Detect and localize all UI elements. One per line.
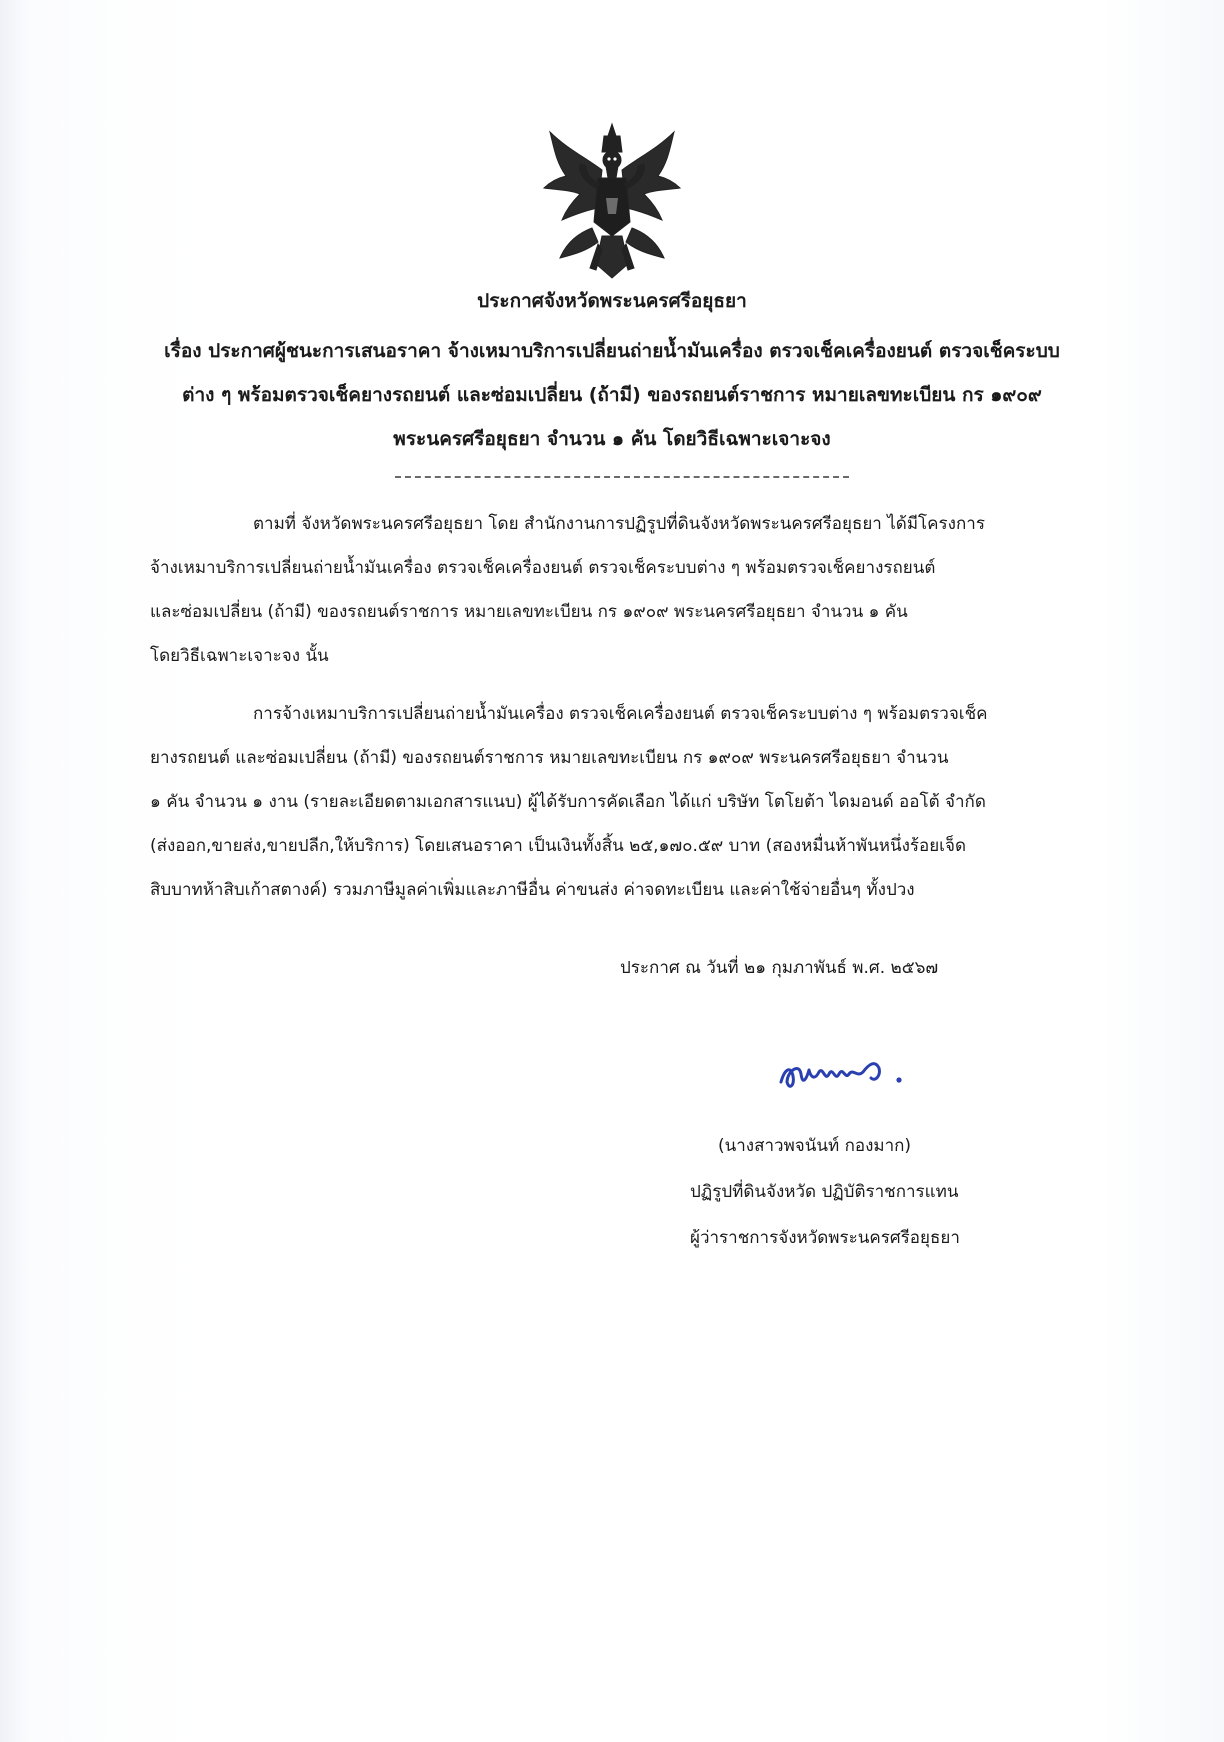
paragraph1-line-2: จ้างเหมาบริการเปลี่ยนถ่ายน้ำมันเครื่อง ตรวจเช็คเครื่องยนต์ ตรวจเช็คระบบต่าง ๆ พร้อมตรวจเช็คยางรถยนต์ bbox=[150, 558, 936, 578]
paragraph2-line-5: สิบบาทห้าสิบเก้าสตางค์) รวมภาษีมูลค่าเพิ่มและภาษีอื่น ค่าขนส่ง ค่าจดทะเบียน และค่าใช้จ่ายอื่นๆ ทั้งปวง bbox=[150, 880, 915, 900]
paragraph2-line-1: การจ้างเหมาบริการเปลี่ยนถ่ายน้ำมันเครื่อง ตรวจเช็คเครื่องยนต์ ตรวจเช็คระบบต่าง ๆ พร้อมตรวจเช็ค bbox=[253, 704, 988, 724]
subject-line-2: ต่าง ๆ พร้อมตรวจเช็คยางรถยนต์ และซ่อมเปลี่ยน (ถ้ามี) ของรถยนต์ราชการ หมายเลขทะเบียน กร ๑๙๐๙ bbox=[182, 384, 1042, 406]
announcement-title: ประกาศจังหวัดพระนครศรีอยุธยา bbox=[477, 290, 747, 312]
paragraph1-line-1: ตามที่ จังหวัดพระนครศรีอยุธยา โดย สำนักงานการปฏิรูปที่ดินจังหวัดพระนครศรีอยุธยา ได้มีโครงการ bbox=[253, 514, 985, 534]
paragraph1-line-4: โดยวิธีเฉพาะเจาะจง นั้น bbox=[150, 646, 329, 666]
paragraph1-line-3: และซ่อมเปลี่ยน (ถ้ามี) ของรถยนต์ราชการ หมายเลขทะเบียน กร ๑๙๐๙ พระนครศรีอยุธยา จำนวน ๑ คัน bbox=[150, 602, 908, 622]
paragraph2-line-2: ยางรถยนต์ และซ่อมเปลี่ยน (ถ้ามี) ของรถยนต์ราชการ หมายเลขทะเบียน กร ๑๙๐๙ พระนครศรีอยุธยา จำนวน bbox=[150, 748, 949, 768]
handwritten-signature-icon bbox=[775, 1048, 945, 1098]
paragraph2-line-4: (ส่งออก,ขายส่ง,ขายปลีก,ให้บริการ) โดยเสนอราคา เป็นเงินทั้งสิ้น ๒๕,๑๗๐.๕๙ บาท (สองหมื่นห้าพันหนึ่งร้อยเจ็ด bbox=[150, 836, 966, 856]
signatory-position-1: ปฏิรูปที่ดินจังหวัด ปฏิบัติราชการแทน bbox=[690, 1182, 959, 1202]
paragraph2-line-3: ๑ คัน จำนวน ๑ งาน (รายละเอียดตามเอกสารแนบ) ผู้ได้รับการคัดเลือก ได้แก่ บริษัท โตโยต้า ไดมอนด์ ออโต้ จำกัด bbox=[150, 792, 986, 812]
signatory-position-2: ผู้ว่าราชการจังหวัดพระนครศรีอยุธยา bbox=[690, 1228, 960, 1248]
subject-line-3: พระนครศรีอยุธยา จำนวน ๑ คัน โดยวิธีเฉพาะเจาะจง bbox=[393, 428, 831, 450]
heading-divider bbox=[395, 476, 849, 478]
subject-line-1: เรื่อง ประกาศผู้ชนะการเสนอราคา จ้างเหมาบริการเปลี่ยนถ่ายน้ำมันเครื่อง ตรวจเช็คเครื่องยนต์ ตรวจเช็คระบบ bbox=[164, 340, 1060, 362]
garuda-emblem-icon bbox=[536, 118, 688, 284]
signatory-name: (นางสาวพจนันท์ กองมาก) bbox=[718, 1136, 912, 1156]
announcement-date: ประกาศ ณ วันที่ ๒๑ กุมภาพันธ์ พ.ศ. ๒๕๖๗ bbox=[620, 958, 939, 978]
